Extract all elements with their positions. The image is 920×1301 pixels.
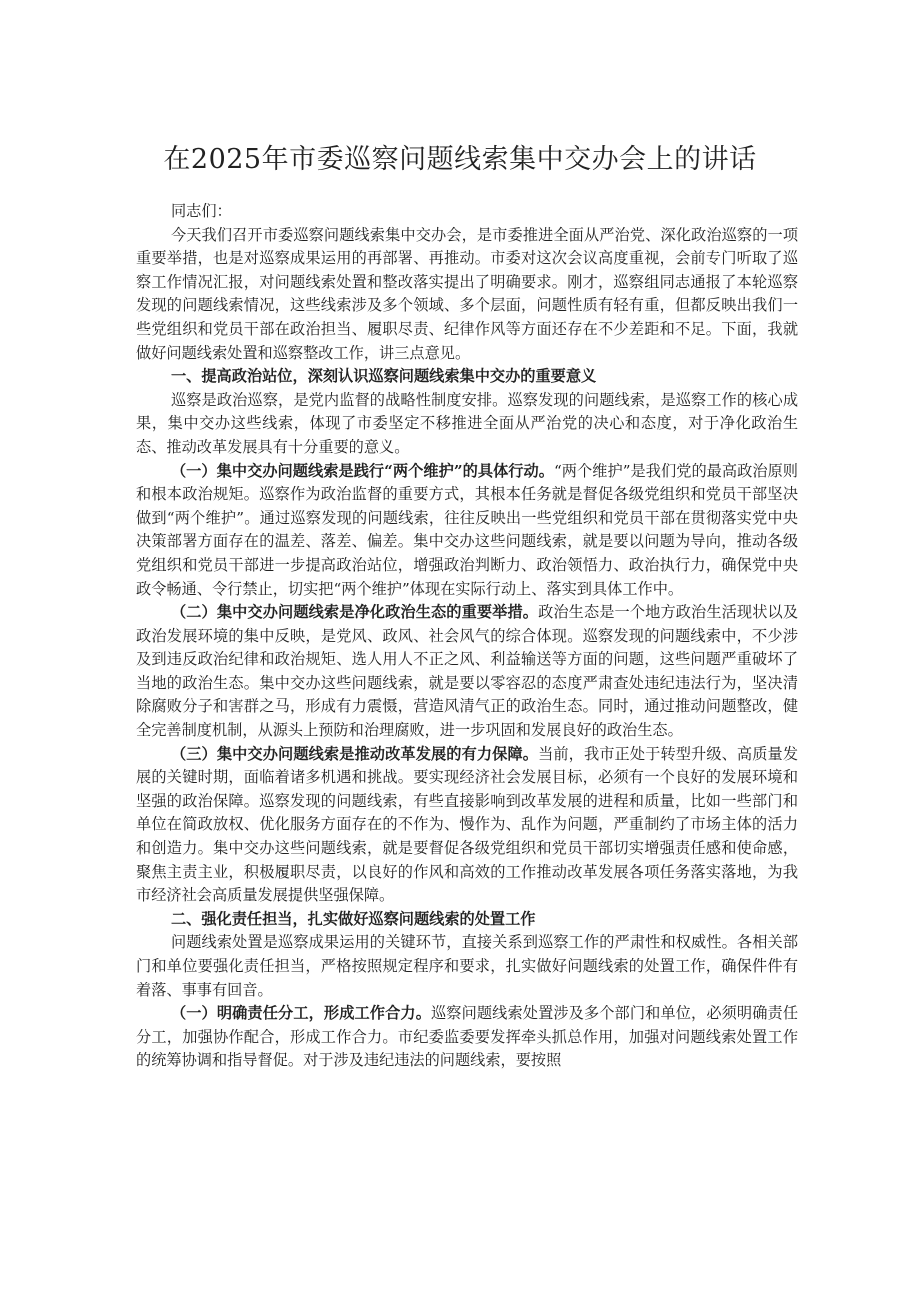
section-1-paragraph: 巡察是政治巡察，是党内监督的战略性制度安排。巡察发现的问题线索，是巡察工作的核心成果，集中交办这些线索，体现了市委坚定不移推进全面从严治党的决心和态度，对于净化政治生态、推动改革发展具有十分重要的意义。 [136, 390, 798, 456]
page-title: 在2025年市委巡察问题线索集中交办会上的讲话 [163, 144, 757, 175]
section-2-paragraph: 问题线索处置是巡察成果运用的关键环节，直接关系到巡察工作的严肃性和权威性。各相关部门和单位要强化责任担当，严格按照规定程序和要求，扎实做好问题线索的处置工作，确保件件有着落、事事有回音。 [136, 933, 798, 999]
intro-paragraph: 今天我们召开市委巡察问题线索集中交办会，是市委推进全面从严治党、深化政治巡察的一项重要举措，也是对巡察成果运用的再部署、再推动。市委对这次会议高度重视，会前专门听取了巡察工作情况汇报，对问题线索处置和整改落实提出了明确要求。刚才，巡察组同志通报了本轮巡察发现的问题线索情况，这些线索涉及多个领域、多个层面，问题性质有轻有重，但都反映出我们一些党组织和党员干部在政治担当、履职尽责、纪律作风等方面还存在不少差距和不足。下面，我就做好问题线索处置和巡察整改工作，讲三点意见。 [136, 225, 798, 362]
item-text: 政治生态是一个地方政治生活现状以及政治发展环境的集中反映，是党风、政风、社会风气的综合体现。巡察发现的问题线索中，不少涉及到违反政治纪律和政治规矩、选人用人不正之风、利益输送等方面的问题，这些问题严重破坏了当地的政治生态。集中交办这些问题线索，就是要以零容忍的态度严肃查处违纪违法行为，坚决清除腐败分子和害群之马，形成有力震慑，营造风清气正的政治生态。同时，通过推动问题整改，健全完善制度机制，从源头上预防和治理腐败，进一步巩固和发展良好的政治生态。 [136, 603, 799, 740]
section-2-item-1 [136, 1002, 798, 1073]
item-lead: （二）集中交办问题线索是净化政治生态的重要举措。 [170, 603, 539, 622]
section-1-item-1 [136, 460, 798, 602]
section-1-item-3 [136, 743, 798, 908]
item-text: 当前，我市正处于转型升级、高质量发展的关键时期，面临着诸多机遇和挑战。要实现经济社会发展目标，必须有一个良好的发展环境和坚强的政治保障。巡察发现的问题线索，有些直接影响到改革发展的进程和质量，比如一些部门和单位在简政放权、优化服务方面存在的不作为、慢作为、乱作为问题，严重制约了市场主体的活力和创造力。集中交办这些问题线索，就是要督促各级党组织和党员干部切实增强责任感和使命感，聚焦主责主业，积极履职尽责，以良好的作风和高效的工作推动改革发展各项任务落实落地，为我市经济社会高质量发展提供坚强保障。 [136, 744, 799, 905]
section-heading-2: 二、强化责任担当，扎实做好巡察问题线索的处置工作 [170, 909, 536, 928]
item-lead: （一）集中交办问题线索是践行“两个维护”的具体行动。 [170, 461, 554, 480]
speech-body [136, 200, 798, 1073]
section-heading-1: 一、提高政治站位，深刻认识巡察问题线索集中交办的重要意义 [170, 367, 597, 386]
item-text: 巡察问题线索处置涉及多个部门和单位，必须明确责任分工，加强协作配合，形成工作合力。市纪委监委要发挥牵头抓总作用，加强对问题线索处置工作的统筹协调和指导督促。对于涉及违纪违法的问题线索，要按照 [136, 1004, 799, 1070]
salutation: 同志们： [170, 202, 232, 220]
item-lead: （一）明确责任分工，形成工作合力。 [170, 1004, 431, 1023]
section-1-item-2 [136, 601, 798, 743]
item-lead: （三）集中交办问题线索是推动改革发展的有力保障。 [170, 744, 539, 763]
item-text: “两个维护”是我们党的最高政治原则和根本政治规矩。巡察作为政治监督的重要方式，其根本任务就是督促各级党组织和党员干部坚决做到“两个维护”。通过巡察发现的问题线索，往往反映出一些党组织和党员干部在贯彻落实党中央决策部署方面存在的温差、落差、偏差。集中交办这些问题线索，就是要以问题为导向，推动各级党组织和党员干部进一步提高政治站位，增强政治判断力、政治领悟力、政治执行力，确保党中央政令畅通、令行禁止，切实把“两个维护”体现在实际行动上、落实到具体工作中。 [136, 461, 798, 598]
